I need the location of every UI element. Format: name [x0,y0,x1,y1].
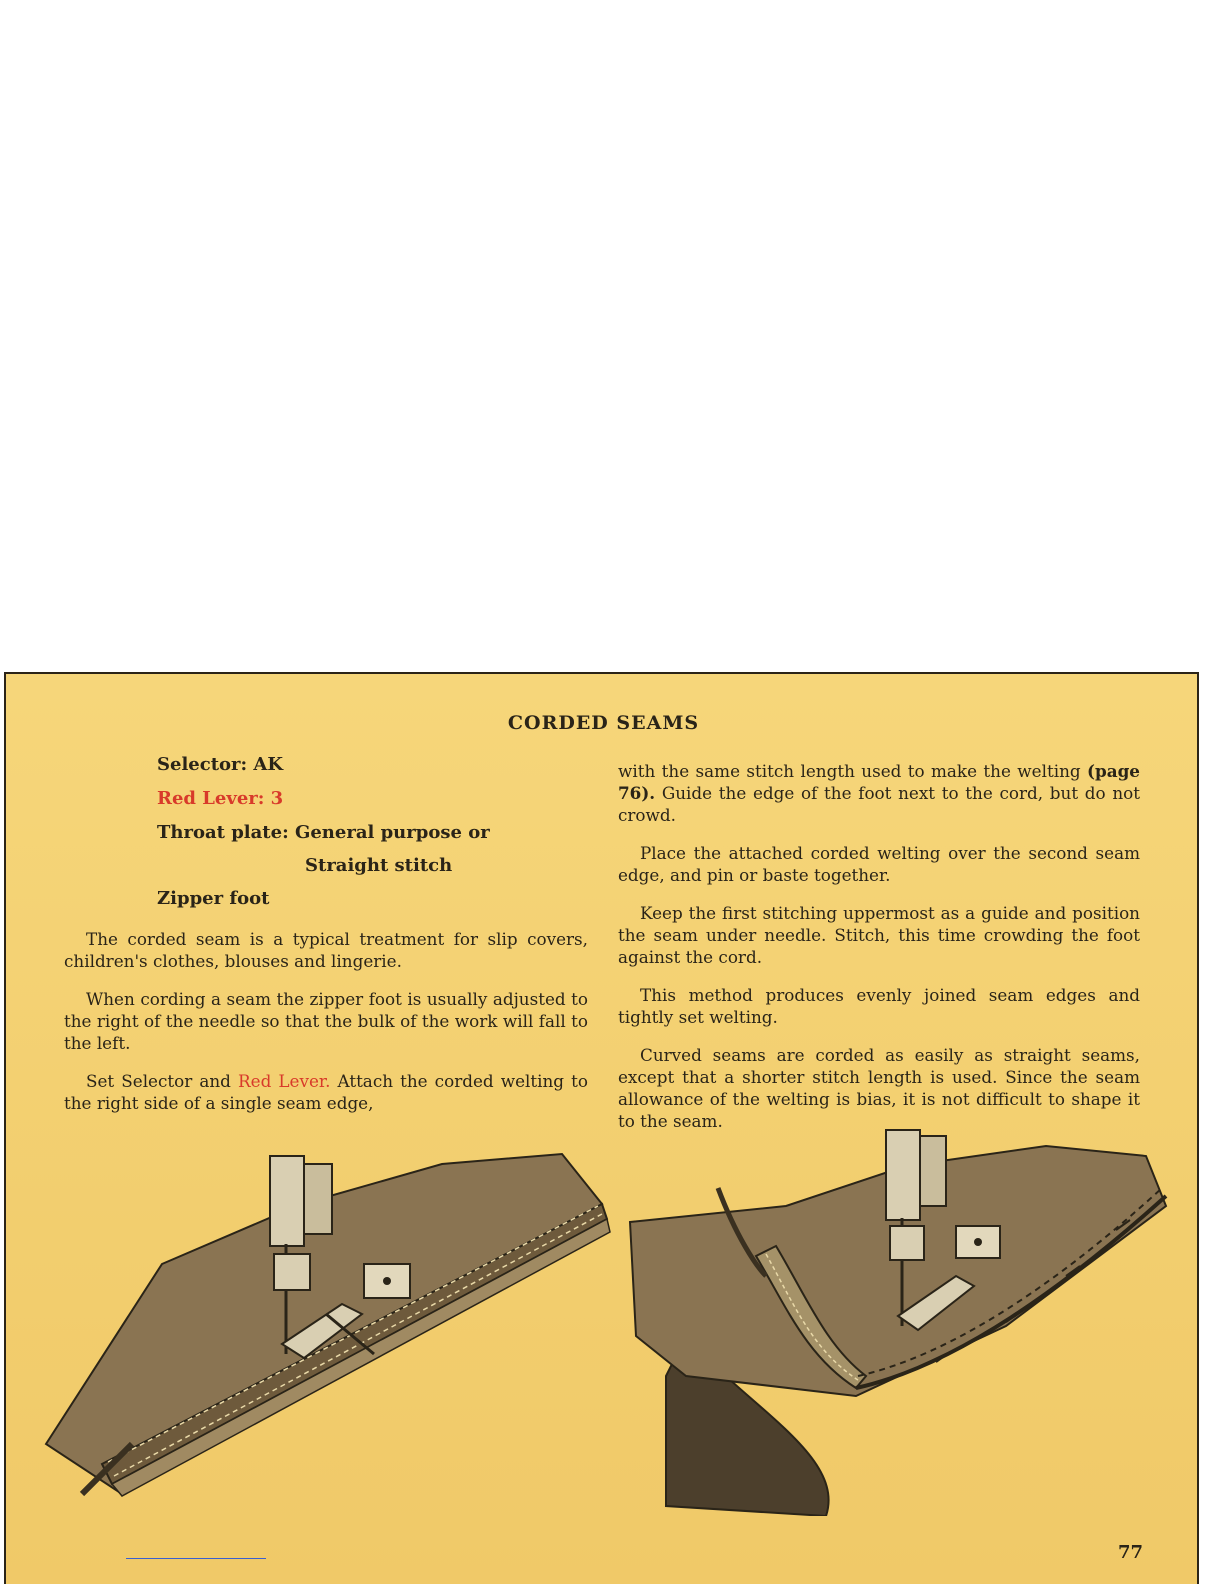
left-text-column [64,928,588,1130]
paragraph: The corded seam is a typical treatment for slip covers, children's clothes, blouses and lingerie. [64,929,588,971]
right-text-column [618,760,1140,1148]
manual-page [4,672,1199,1584]
page-title: CORDED SEAMS [507,712,700,734]
straight-corded-seam-illustration [42,1144,612,1504]
paragraph: Place the attached corded welting over the second seam edge, and pin or baste together. [618,843,1140,885]
foot-setting: Zipper foot [157,888,270,909]
paragraph: Curved seams are corded as easily as straight seams, except that a shorter stitch length is used. Since the seam allowance of the welting is bias, it is not difficult to shape it to the seam. [618,1045,1140,1131]
red-lever-reference: Red Lever. [238,1071,331,1091]
link-underline[interactable] [126,1558,266,1559]
throat-plate-alt: Straight stitch [305,855,453,876]
red-lever-setting: Red Lever: 3 [157,788,284,809]
text: with the same stitch length used to make the welting [618,761,1081,781]
page-number: 77 [1118,1542,1144,1563]
paragraph: When cording a seam the zipper foot is usually adjusted to the right of the needle so that the bulk of the work will fall to the left. [64,989,588,1053]
paragraph: Keep the first stitching uppermost as a guide and position the seam under needle. Stitch, this time crowding the foot against the cord. [618,903,1140,967]
text: Attach the corded welting to the right side of a single seam edge, [64,1071,588,1113]
curved-corded-seam-illustration [626,1126,1181,1516]
paragraph: This method produces evenly joined seam edges and tightly set welting. [618,985,1140,1027]
paragraph [64,1070,588,1114]
throat-plate-setting: Throat plate: General purpose or [157,822,490,843]
selector-setting: Selector: AK [157,754,284,775]
page-reference: (page 76). [618,761,1140,803]
paragraph [618,760,1140,826]
text: Guide the edge of the foot next to the cord, but do not crowd. [618,783,1140,825]
text: Set Selector and [86,1071,231,1091]
